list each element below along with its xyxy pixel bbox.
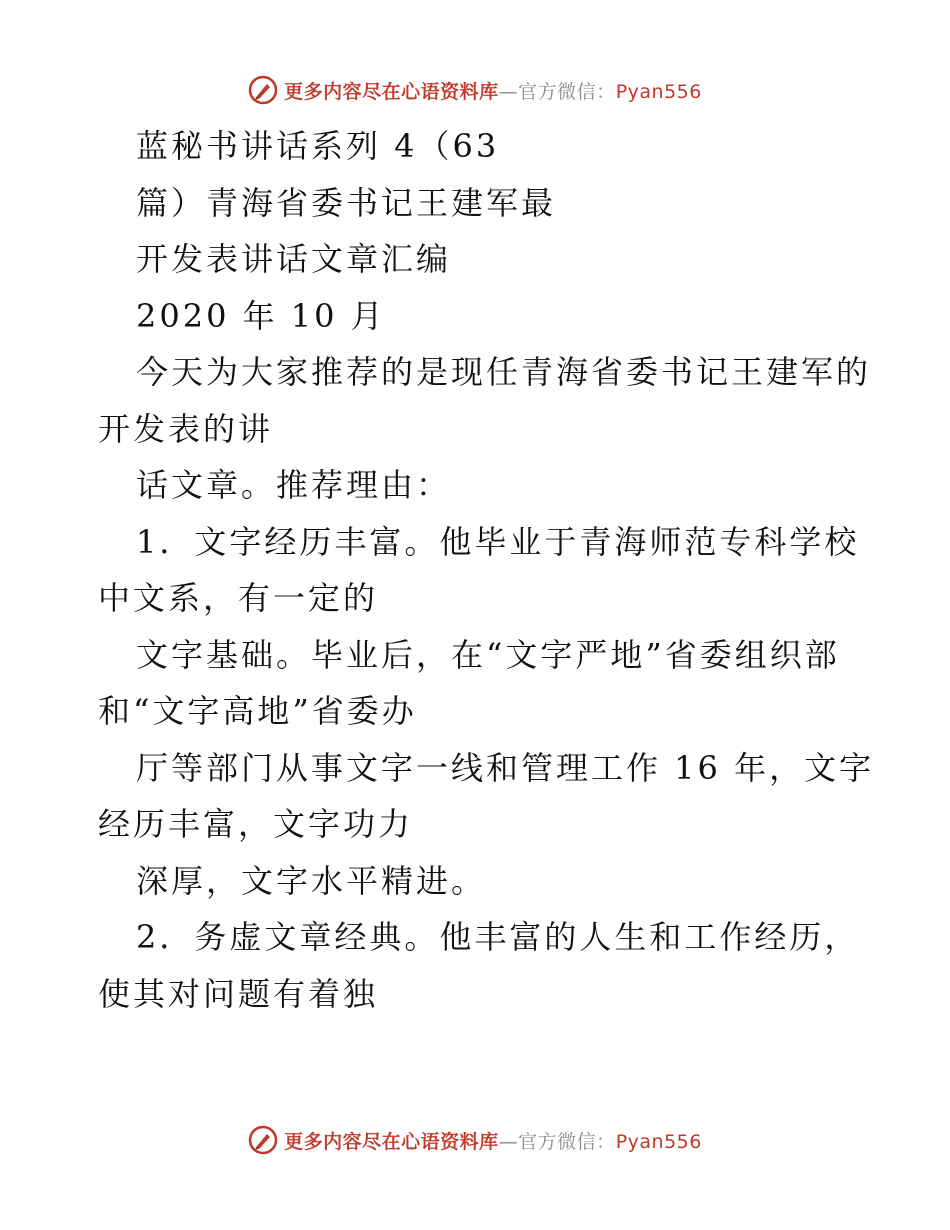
watermark-prefix: 更多内容尽在心语资料库 (284, 1130, 499, 1153)
header-watermark (0, 70, 950, 110)
text-line: 使其对问题有着独 (98, 974, 379, 1013)
watermark-account: Pyan556 (615, 80, 702, 103)
text-line: 2．务虚文章经典。他丰富的人生和工作经历， (136, 918, 860, 956)
text-line: 厅等部门从事文字一线和管理工作 16 年，文字 (136, 748, 875, 787)
text-line: 文字基础。毕业后，在“文字严地”省委组织部 (136, 635, 840, 674)
text-line: 经历丰富，文字功力 (98, 805, 414, 843)
watermark-text (284, 77, 702, 104)
text-line: 2020 年 10 月 (136, 296, 386, 335)
text-line: 开发表讲话文章汇编 (136, 240, 452, 278)
text-line: 深厚，文字水平精进。 (136, 861, 487, 900)
watermark-text (284, 1127, 702, 1154)
watermark-prefix: 更多内容尽在心语资料库 (284, 80, 499, 103)
watermark-separator: — (498, 1130, 519, 1153)
text-line: 和“文字高地”省委办 (98, 692, 417, 730)
watermark-separator: — (498, 80, 519, 103)
pen-nib-logo-icon (248, 75, 278, 105)
text-line: 开发表的讲 (98, 409, 274, 448)
pen-nib-logo-icon (248, 1125, 278, 1155)
text-line: 话文章。推荐理由： (136, 466, 452, 504)
document-body (98, 118, 875, 1022)
text-line: 中文系，有一定的 (98, 579, 379, 617)
watermark-suffix: 官方微信： (518, 80, 616, 103)
footer-watermark (0, 1120, 950, 1160)
text-line: 1．文字经历丰富。他毕业于青海师范专科学校 (136, 522, 860, 561)
watermark-account: Pyan556 (615, 1130, 702, 1153)
watermark-suffix: 官方微信： (518, 1130, 616, 1153)
text-line: 篇）青海省委书记王建军最 (136, 183, 557, 222)
text-line: 蓝秘书讲话系列 4（63 (136, 127, 500, 165)
text-line: 今天为大家推荐的是现任青海省委书记王建军的 (136, 353, 872, 391)
